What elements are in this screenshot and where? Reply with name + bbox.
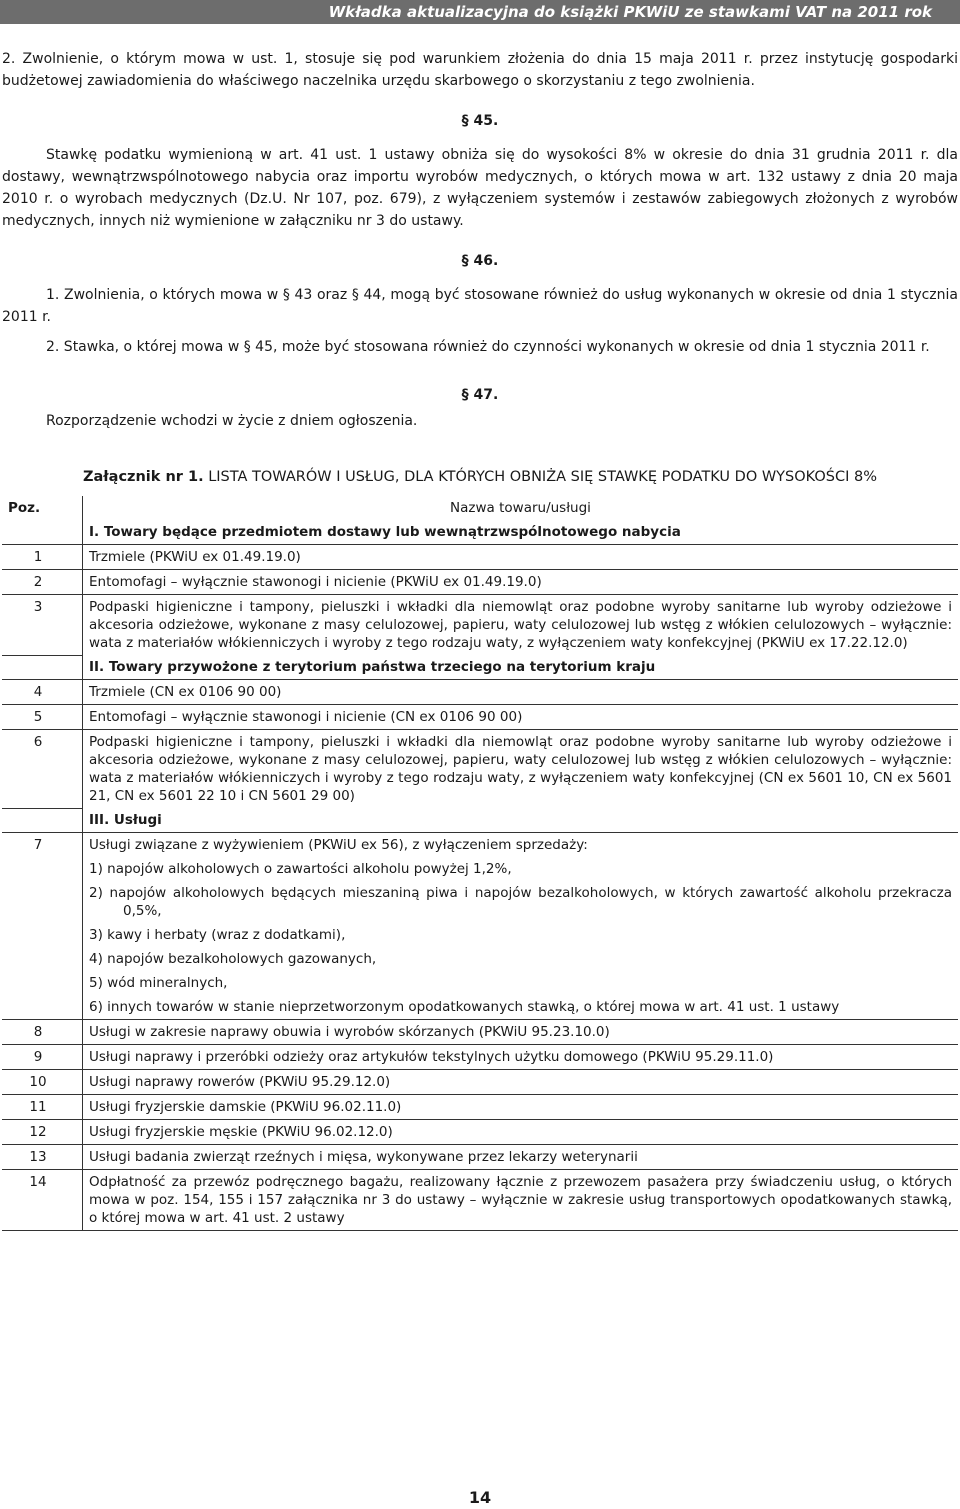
group-heading-3: III. Usługi — [89, 812, 162, 828]
table-row — [2, 1145, 958, 1170]
row-description — [83, 1020, 959, 1045]
row-position: 10 — [2, 1070, 83, 1095]
row-text: Usługi fryzjerskie męskie (PKWiU 96.02.12.0) — [89, 1124, 393, 1140]
row-position: 5 — [2, 705, 83, 730]
table-row — [2, 1095, 958, 1120]
row-text: Trzmiele (PKWiU ex 01.49.19.0) — [89, 549, 301, 565]
row-description — [83, 833, 959, 1020]
document-body — [0, 48, 960, 1231]
table-group-row — [2, 655, 958, 680]
row-description — [83, 1095, 959, 1120]
row-text: Trzmiele (CN ex 0106 90 00) — [89, 684, 282, 700]
table-row — [2, 1070, 958, 1095]
table-group-row — [2, 808, 958, 833]
row-description — [83, 1145, 959, 1170]
paragraph-47: Rozporządzenie wchodzi w życie z dniem ogłoszenia. — [46, 413, 418, 429]
row-description — [83, 730, 959, 809]
row-position: 7 — [2, 833, 83, 1020]
exclusion-item: 6) innych towarów w stanie nieprzetworzonym opodatkowanych stawką, o której mowa w art. 41 ust. 1 ustawy — [89, 999, 840, 1015]
group-heading-1: I. Towary będące przedmiotem dostawy lub wewnątrzwspólnotowego nabycia — [89, 524, 681, 540]
row-text: Usługi w zakresie naprawy obuwia i wyrobów skórzanych (PKWiU 95.23.10.0) — [89, 1024, 610, 1040]
column-header-position: Poz. — [2, 496, 83, 520]
row-text: Podpaski higieniczne i tampony, pieluszki i wkładki dla niemowląt oraz podobne wyroby sanitarne lub wyroby odzieżowe i akcesoria odzieżowe, wykonane z masy celulozowej, papieru, waty celulozowej lub wstęg z włókien celulozowych – wyłącznie: wata z materiałów włókienniczych i wyroby z tego rodzaju waty, z wyłączeniem waty konfekcyjnej (CN ex 5601 10, CN ex 5601 21, CN ex 5601 22 10 i CN 5601 29 00) — [89, 734, 952, 804]
row-position: 9 — [2, 1045, 83, 1070]
row-position: 2 — [2, 570, 83, 595]
row-description — [83, 1170, 959, 1231]
paragraph-46-2: 2. Stawka, o której mowa w § 45, może być stosowana również do czynności wykonanych w okresie od dnia 1 stycznia 2011 r. — [46, 339, 930, 355]
running-header — [0, 0, 960, 24]
row-position: 8 — [2, 1020, 83, 1045]
row-description — [83, 1045, 959, 1070]
section-47-heading: § 47. — [461, 387, 499, 403]
paragraph-45: Stawkę podatku wymienioną w art. 41 ust. 1 ustawy obniża się do wysokości 8% w okresie do dnia 31 grudnia 2011 r. dla dostawy, wewnątrzwspólnotowego nabycia oraz importu wyrobów medycznych, o których mowa w art. 132 ustawy z dnia 20 maja 2010 r. o wyrobach medycznych (Dz.U. Nr 107, poz. 679), z wyłączeniem systemów i zestawów zabiegowych złożonych z wyrobów medycznych, innych niż wymienione w załączniku nr 3 do ustawy. — [2, 147, 958, 229]
table-row — [2, 730, 958, 809]
row-text: Usługi badania zwierząt rzeźnych i mięsa, wykonywane przez lekarzy weterynarii — [89, 1149, 638, 1165]
row-description — [83, 570, 959, 595]
row-text: Usługi związane z wyżywieniem (PKWiU ex 56), z wyłączeniem sprzedaży: — [89, 837, 588, 853]
exclusion-item: 3) kawy i herbaty (wraz z dodatkami), — [89, 927, 346, 943]
row-text: Entomofagi – wyłącznie stawonogi i nicienie (CN ex 0106 90 00) — [89, 709, 523, 725]
annex-table — [2, 496, 958, 1231]
section-46-heading: § 46. — [461, 253, 499, 269]
row-position: 1 — [2, 545, 83, 570]
exclusion-item: 2) napojów alkoholowych będących mieszaniną piwa i napojów bezalkoholowych, w których zawartość alkoholu przekracza 0,5%, — [89, 885, 952, 919]
annex-table-body — [2, 520, 958, 1231]
table-row — [2, 1120, 958, 1145]
row-text: Usługi naprawy i przeróbki odzieży oraz artykułów tekstylnych użytku domowego (PKWiU 95.29.11.0) — [89, 1049, 774, 1065]
paragraph-44-2: 2. Zwolnienie, o którym mowa w ust. 1, stosuje się pod warunkiem złożenia do dnia 15 maja 2011 r. przez instytucję gospodarki budżetowej zawiadomienia do właściwego naczelnika urzędu skarbowego o skorzystaniu z tego zwolnienia. — [2, 51, 958, 89]
row-position: 4 — [2, 680, 83, 705]
table-row — [2, 705, 958, 730]
row-description — [83, 1070, 959, 1095]
row-text: Odpłatność za przewóz podręcznego bagażu, realizowany łącznie z przewozem pasażera przy świadczeniu usług, o których mowa w poz. 154, 155 i 157 załącznika nr 3 do ustawy – wyłącznie w zakresie usług transportowych opodatkowanych stawką, o której mowa w art. 41 ust. 2 ustawy — [89, 1174, 952, 1226]
row-description — [83, 595, 959, 656]
table-row — [2, 1045, 958, 1070]
exclusion-item: 5) wód mineralnych, — [89, 975, 228, 991]
paragraph-46-1: 1. Zwolnienia, o których mowa w § 43 oraz § 44, mogą być stosowane również do usług wykonanych w okresie od dnia 1 stycznia 2011 r. — [2, 287, 958, 325]
row-position: 3 — [2, 595, 83, 656]
row-position: 13 — [2, 1145, 83, 1170]
annex-title — [2, 466, 958, 488]
column-header-name: Nazwa towaru/usługi — [450, 500, 591, 516]
group-heading — [83, 655, 959, 680]
annex-title-text: LISTA TOWARÓW I USŁUG, DLA KTÓRYCH OBNIŻA SIĘ STAWKĘ PODATKU DO WYSOKOŚCI 8% — [203, 469, 877, 485]
table-row — [2, 833, 958, 1020]
table-row — [2, 680, 958, 705]
row-position: 14 — [2, 1170, 83, 1231]
table-row — [2, 595, 958, 656]
table-row — [2, 1020, 958, 1045]
table-row — [2, 1170, 958, 1231]
table-row — [2, 545, 958, 570]
row-description — [83, 680, 959, 705]
row-description — [83, 1120, 959, 1145]
row-text: Entomofagi – wyłącznie stawonogi i nicienie (PKWiU ex 01.49.19.0) — [89, 574, 542, 590]
row-text: Usługi naprawy rowerów (PKWiU 95.29.12.0) — [89, 1074, 391, 1090]
exclusion-item: 4) napojów bezalkoholowych gazowanych, — [89, 951, 377, 967]
page-number: 14 — [468, 1488, 492, 1507]
row-description — [83, 545, 959, 570]
group-heading — [83, 808, 959, 833]
section-45-heading: § 45. — [461, 113, 499, 129]
row-text: Usługi fryzjerskie damskie (PKWiU 96.02.11.0) — [89, 1099, 402, 1115]
group-heading-2: II. Towary przywożone z terytorium państwa trzeciego na terytorium kraju — [89, 659, 656, 675]
exclusion-list — [89, 860, 952, 1016]
row-position: 11 — [2, 1095, 83, 1120]
annex-title-label: Załącznik nr 1. — [82, 469, 204, 485]
table-row — [2, 570, 958, 595]
row-position: 6 — [2, 730, 83, 809]
row-text: Podpaski higieniczne i tampony, pieluszki i wkładki dla niemowląt oraz podobne wyroby sanitarne lub wyroby odzieżowe i akcesoria odzieżowe, wykonane z masy celulozowej, papieru, waty celulozowej lub wstęg z włókien celulozowych – wyłącznie: wata z materiałów włókienniczych i wyroby z tego rodzaju waty, z wyłączeniem waty konfekcyjnej (PKWiU ex 17.22.12.0) — [89, 599, 952, 651]
exclusion-item: 1) napojów alkoholowych o zawartości alkoholu powyżej 1,2%, — [89, 861, 512, 877]
header-title: Wkładka aktualizacyjna do książki PKWiU ze stawkami VAT na 2011 rok — [328, 3, 932, 21]
group-heading — [83, 520, 959, 545]
row-description — [83, 705, 959, 730]
row-position: 12 — [2, 1120, 83, 1145]
